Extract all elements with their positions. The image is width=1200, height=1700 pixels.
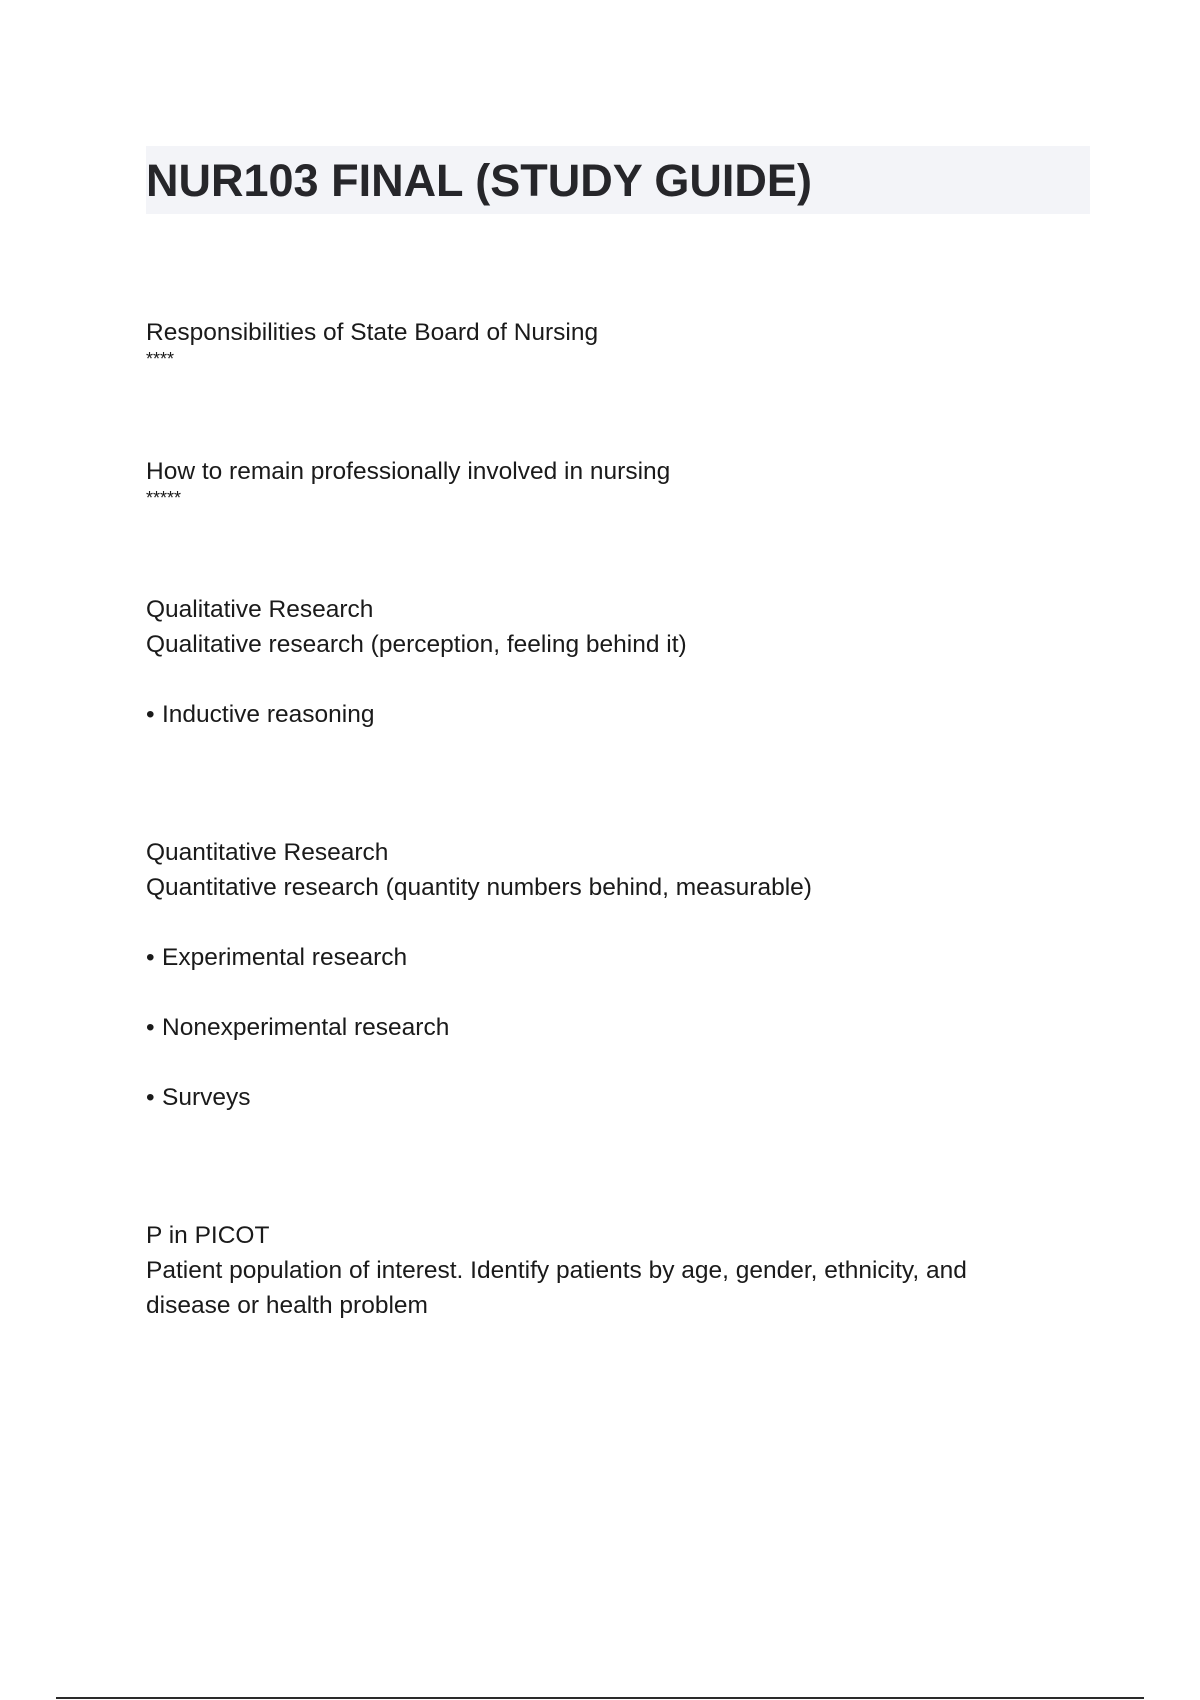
card-definition: Qualitative research (perception, feeling behind it) — [146, 631, 687, 658]
list-item — [146, 1010, 1086, 1045]
card-term: Quantitative Research — [146, 839, 389, 866]
title-banner — [146, 146, 1090, 214]
footer-divider — [56, 1697, 1144, 1699]
flashcard-qualitative-research — [146, 592, 1086, 732]
flashcard-quantitative-research — [146, 835, 1086, 1115]
bullet-icon: • — [146, 944, 155, 971]
card-term: Responsibilities of State Board of Nursing — [146, 319, 599, 346]
flashcard-state-board — [146, 315, 1086, 368]
bullet-text: Surveys — [162, 1084, 251, 1111]
bullet-list — [146, 697, 1086, 732]
document-title: NUR103 FINAL (STUDY GUIDE) — [146, 155, 812, 206]
bullet-text: Experimental research — [162, 944, 408, 971]
card-term: P in PICOT — [146, 1222, 270, 1249]
bullet-list — [146, 940, 1086, 1115]
bullet-text: Nonexperimental research — [162, 1014, 450, 1041]
card-definition: Quantitative research (quantity numbers behind, measurable) — [146, 874, 812, 901]
list-item — [146, 1080, 1086, 1115]
card-definition: Patient population of interest. Identify patients by age, gender, ethnicity, and disease or health problem — [146, 1257, 967, 1319]
flashcard-professional-involvement — [146, 454, 1086, 507]
card-definition-stars: **** — [146, 349, 175, 369]
card-term: How to remain professionally involved in nursing — [146, 458, 671, 485]
bullet-text: Inductive reasoning — [162, 701, 375, 728]
flashcard-picot-p — [146, 1218, 1086, 1323]
bullet-icon: • — [146, 701, 155, 728]
list-item — [146, 940, 1086, 975]
bullet-icon: • — [146, 1014, 155, 1041]
card-definition-stars: ***** — [146, 488, 182, 508]
card-term: Qualitative Research — [146, 596, 374, 623]
bullet-icon: • — [146, 1084, 155, 1111]
list-item — [146, 697, 1086, 732]
